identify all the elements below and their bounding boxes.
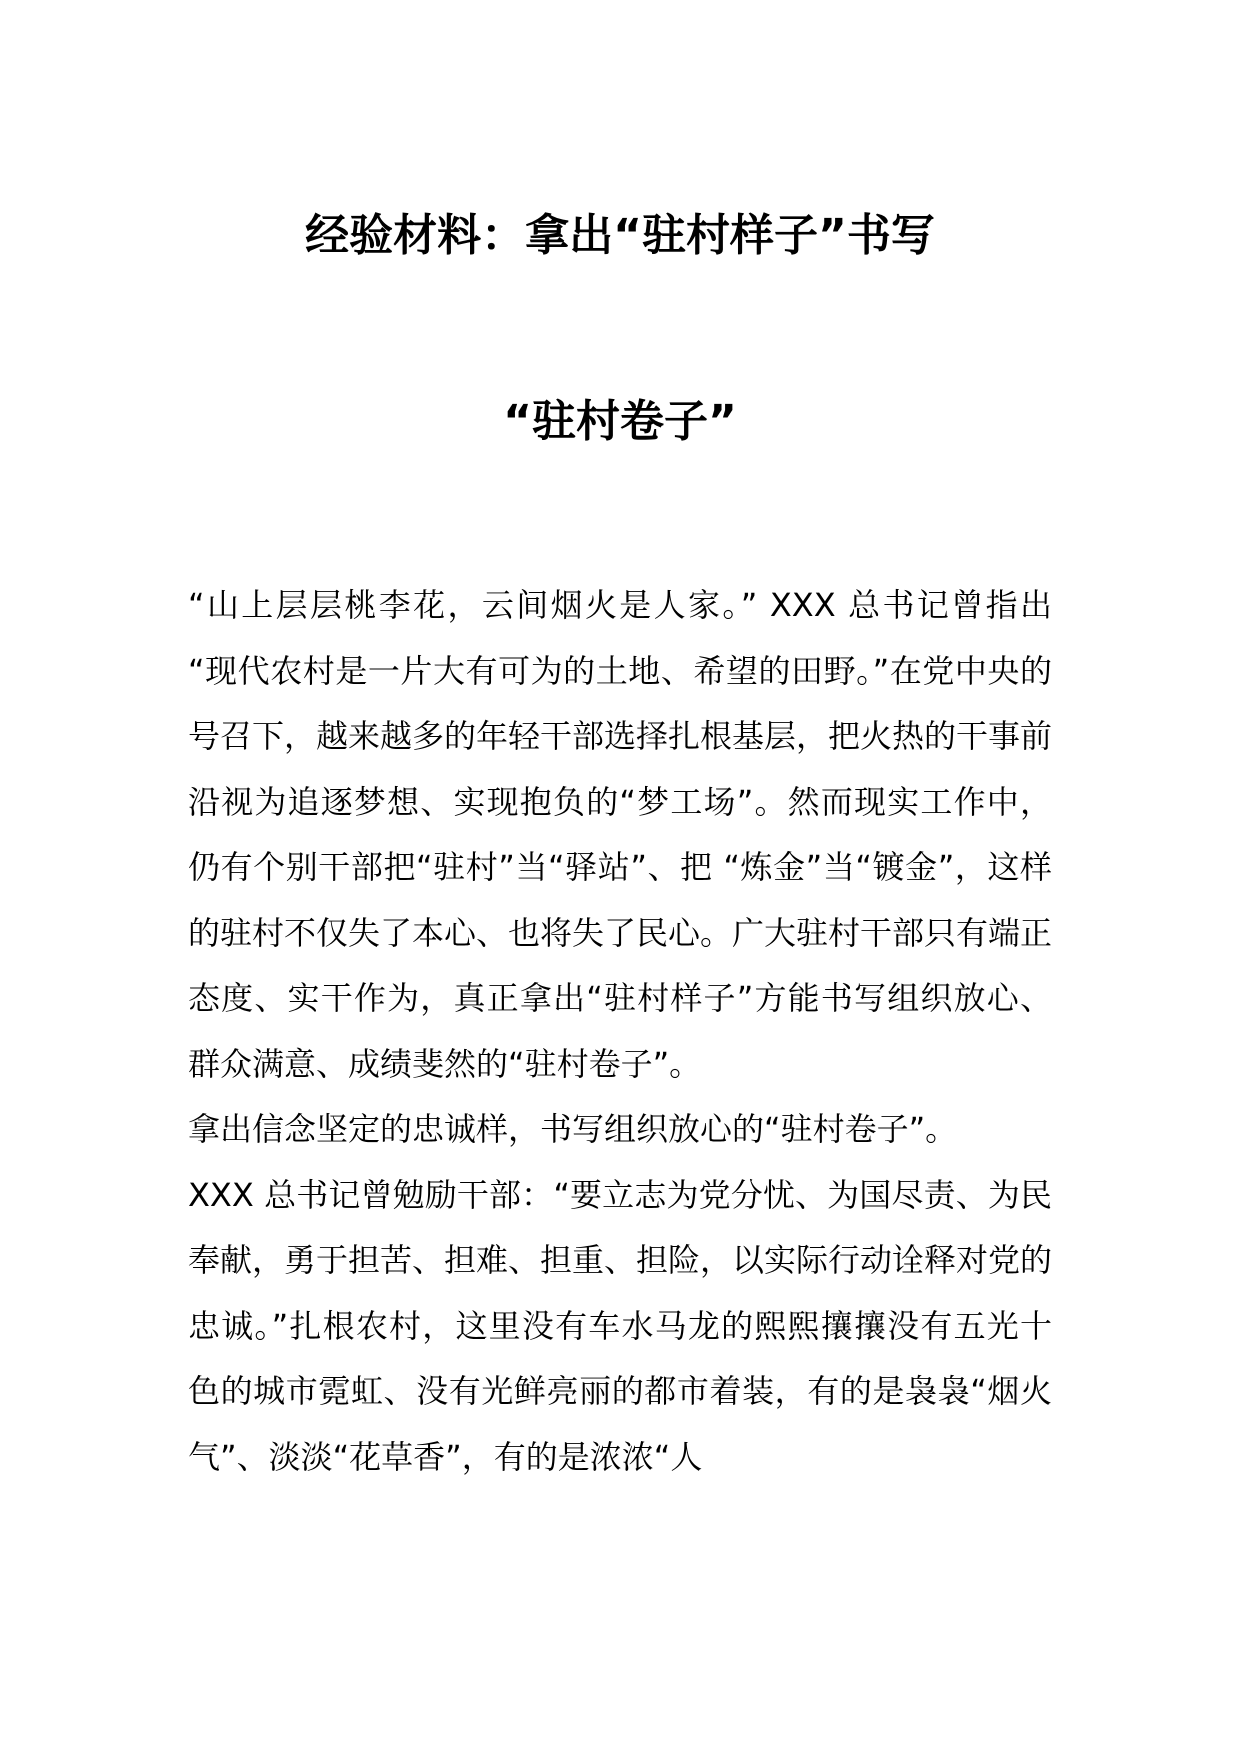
body-paragraph-loyalty: XXX 总书记曾勉励干部：“要立志为党分忧、为国尽责、为民奉献，勇于担苦、担难、担重、担险，以实际行动诠释对党的忠诚。”扎根农村，这里没有车水马龙的熙熙攘攘没有五光十色的城市霓虹、没有光鲜亮丽的都市着装，有的是袅袅“烟火气”、淡淡“花草香”，有的是浓浓“人 — [188, 1175, 1053, 1476]
document-body — [188, 573, 1052, 1490]
document-title-line-2: “驻村卷子” — [503, 396, 737, 447]
body-paragraph-heading: 拿出信念坚定的忠诚样，书写组织放心的“驻村卷子”。 — [188, 1110, 958, 1148]
document-title-line-1: 经验材料：拿出“驻村样子”书写 — [305, 210, 935, 261]
body-paragraph-intro: “山上层层桃李花，云间烟火是人家。” XXX 总书记曾指出 “现代农村是一片大有可为的土地、希望的田野。”在党中央的号召下，越来越多的年轻干部选择扎根基层，把火热的干事前沿视为追逐梦想、实现抱负的“梦工场”。然而现实工作中，仍有个别干部把“驻村”当“驿站”、把 “炼金”当“镀金”，这样的驻村不仅失了本心、也将失了民心。广大驻村干部只有端正态度、实干作为，真正拿出“驻村样子”方能书写组织放心、群众满意、成绩斐然的“驻村卷子”。 — [188, 586, 1053, 1083]
